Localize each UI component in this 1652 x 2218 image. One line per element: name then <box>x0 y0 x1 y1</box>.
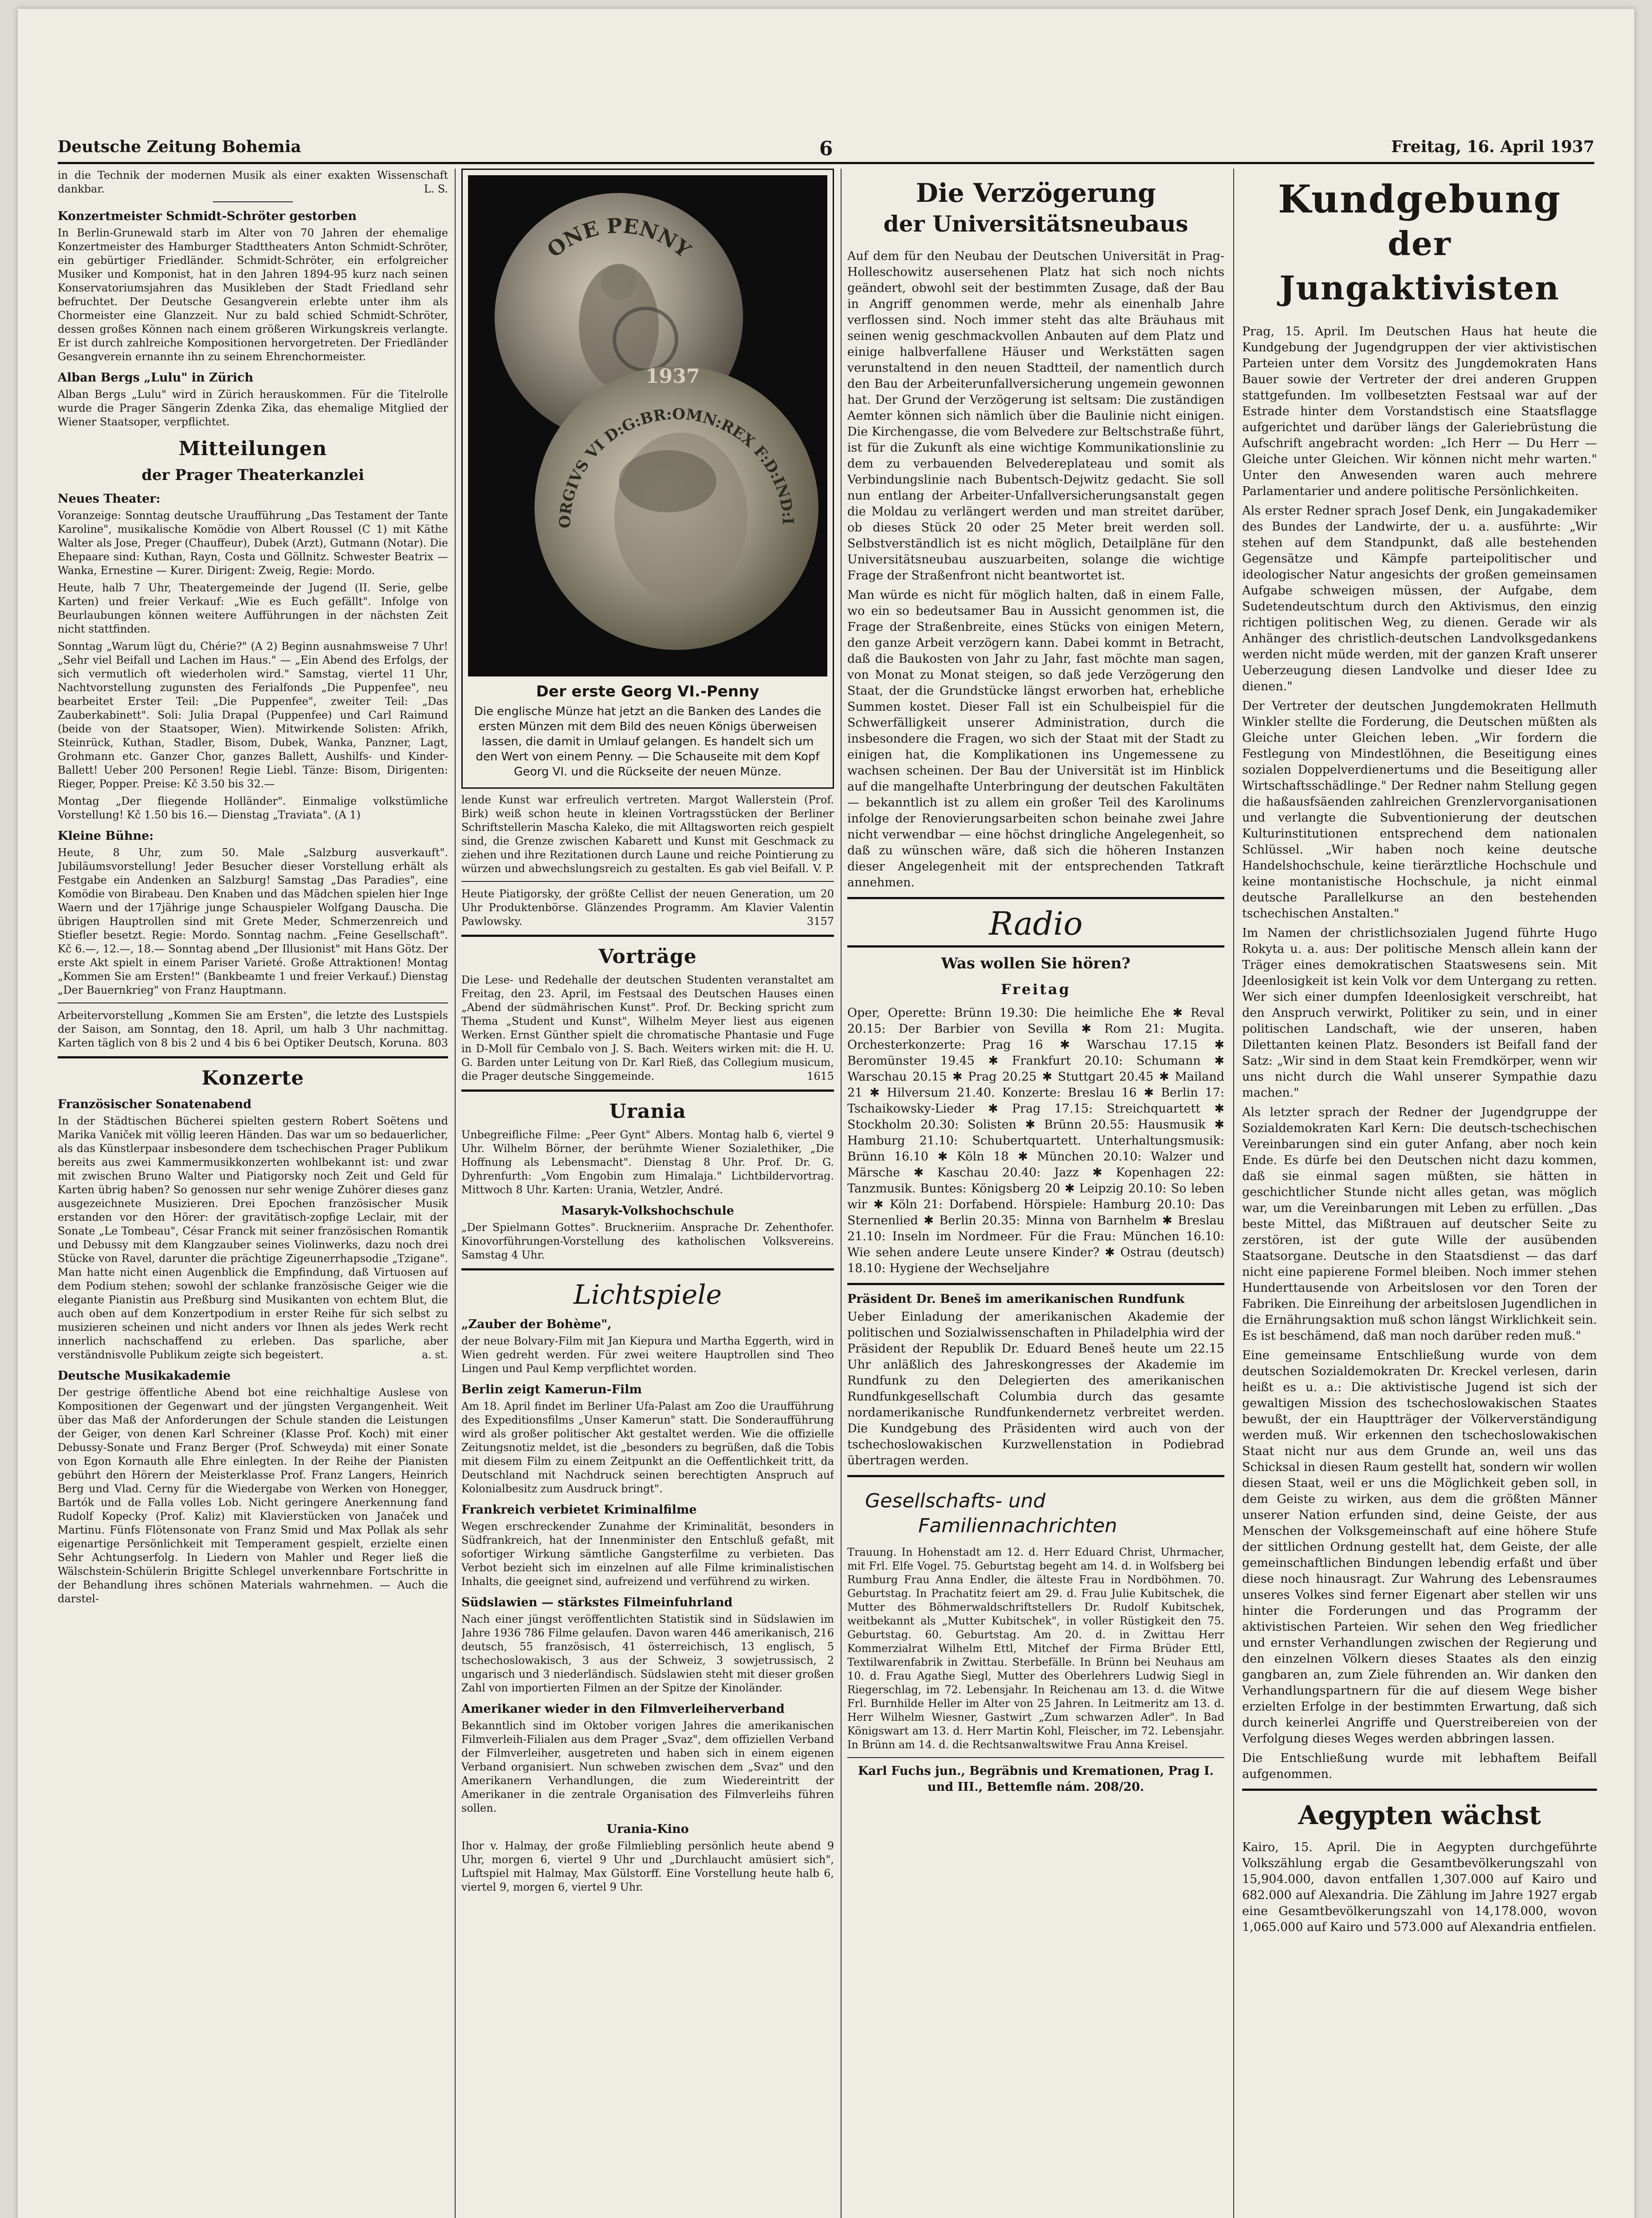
divider <box>847 897 1224 899</box>
divider <box>1242 1789 1597 1791</box>
article-text: lende Kunst war erfreulich vertreten. Margot Wallerstein (Prof. Birk) weiß schon heute in kleinen Vortragsstücken der Berliner Schriftstellerin Mascha Kaleko, die mit Alltagsworten reich gespielt sind, die Grenze zwischen Kabarett und Kunst mit Geschmack zu ziehen und ihre Rezitationen durch Laune und reiche Pointierung zu würzen und abwechslungsreich zu gestalten. Es gab viel Beifall. V. P. <box>461 794 834 875</box>
article-headline: „Zauber der Bohème", <box>461 1317 612 1331</box>
article-text: Heute, 8 Uhr, zum 50. Male „Salzburg ausverkauft". Jubiläumsvorstellung! Jeder Besucher dieser Vorstellung erhält als Festgabe ein Andenken an Salzburg! Samstag „Das Paradies", eine Komödie von Birabeau. Den Knaben und das Mädchen spielen hier Inge Waern und der 17jährige junge Schauspieler Wolfgang Dauscha. Die übrigen Hauptrollen sind mit Grete Meder, Schmerzenreich und Stiefler besetzt. Regie: Mordo. Sonntag nachm. „Feine Gesellschaft". Kč 6.—, 12.—, 18.— Sonntag abend „Der Illusionist" mit Hans Götz. Der erste Akt spielt in einem Pariser Varieté. Große Attraktionen! Montag „Kommen Sie am Ersten!" (Bankbeamte 1 und freier Verkauf.) Dienstag „Der Bauernkrieg" von Franz Hauptmann. <box>58 846 448 996</box>
article-text: Der gestrige öffentliche Abend bot eine reichhaltige Auslese von Kompositionen der Gegenwart und der jüngsten Vergangenheit. Weit über das Maß der Anforderungen der Schule standen die Leistungen der Geiger, von denen Karl Schreiner (Klasse Prof. Koch) mit einer Debussy-Sonate und Franz Berger (Prof. Schweyda) mit einer Sonate von Egon Kornauth alle Ehre einlegten. In der Reihe der Pianisten gebührt den Hörern der Meisterklasse Prof. Franz Langers, Heinrich Berg und Vlad. Cerny für die Wiedergabe von Werken von Honegger, Bartók und de Falla volles Lob. Nicht geringere Anerkennung fand Rudolf Kopecky (Prof. Kaliz) mit Klavierstücken von Janaček und Martinu. Fünfs Flötensonate von Franz Smid und Max Pollak als sehr eigenartige Persönlichkeit mit Temperament gespielt, erzielte einen Sehr Achtungserfolg. In Liedern von Mahler und Reger ließ die Wälschstein-Schülerin Brigitte Schlegel unverkennbare Fortschritte in der Behandlung ihres schönen Materials wahrnehmen. — Auch die darstel- <box>58 1386 448 1605</box>
column-1 <box>58 169 448 2218</box>
weekday-heading: Freitag <box>1001 981 1071 998</box>
coin-obverse-svg <box>535 366 818 650</box>
section-subheading: der Prager Theaterkanzlei <box>142 466 364 484</box>
column-4 <box>1242 169 1597 2218</box>
coin-photo <box>468 175 827 676</box>
divider <box>461 935 834 937</box>
article-text: Prag, 15. April. Im Deutschen Haus hat heute die Kundgebung der Jugendgruppen der vier aktivistischen Parteien unter dem Vorsitz des Jungdemokraten Hans Bauer sowie der Vertreter der drei anderen Gruppen stattgefunden. Im vollbesetzten Festsaal war auf der Estrade hinter dem Vorstandstisch eine Staatsflagge aufgerichtet und darüber längs der Galeriebrüstung die Aufschrift angebracht worden: „Ich Herr — Du Herr — Gleiche unter Gleichen. Wir können nicht mehr warten." Unter den Anwesenden waren auch mehrere Parlamentarier und andere politische Persönlichkeiten. <box>1242 325 1597 498</box>
divider <box>58 1056 448 1058</box>
article-text: Heute, halb 7 Uhr, Theatergemeinde der Jugend (II. Serie, gelbe Karten) und freier Verkauf: „Wie es Euch gefällt". Infolge von Beurlaubungen können weitere Aufführungen in der nächsten Zeit nicht stattfinden. <box>58 582 448 635</box>
article-text: Sonntag „Warum lügt du, Chérie?" (A 2) Beginn ausnahmsweise 7 Uhr! „Sehr viel Beifall und Lachen im Haus." — „Ein Abend des Erfolgs, der sich vermutlich oft wiederholen wird." Samstag, viertel 11 Uhr, Nachtvorstellung zugunsten des Ferialfonds „Die Puppenfee", neu bearbeitet Erster Teil: „Die Puppenfee", zweiter Teil: „Das Zauberkabinett". Soli: Julia Drapal (Puppenfee) und Carl Raimund (beide von der Staatsoper, Wien). Mitwirkende Solisten: Afrikh, Steinrück, Kuthan, Stadler, Bisom, Dubek, Wanka, Panzner, Lagt, Grohmann etc. Ganzer Chor, ganzes Ballett, Aushilfs- und Kinder-Ballett! Ueber 200 Personen! Regie Liebl. Tänze: Bisom, Dirigenten: Rieger, Popper. Preise: Kč 3.50 bis 32.— <box>58 640 448 790</box>
article-text: Als letzter sprach der Redner der Jugendgruppe der Sozialdemokraten Karl Kern: Die deutsch-tschechischen Vereinbarungen sind ein guter Anfang, aber noch kein Ende. Es dürfe bei den Deutschen nicht dazu kommen, daß sie einmal sagen müßten, sie hätten in geschichtlicher Stunde nicht alles getan, was möglich war, um die Vereinbarungen mit Leben zu erfüllen. „Das beste Mittel, das Mißtrauen auf deutscher Seite zu zerstören, ist der gute Wille der ausübenden Staatsorgane. Deutsche in den Staatsdienst — das darf nicht eine papierene Formel bleiben. Noch immer stehen Hunderttausende von Arbeitslosen vor den Toren der Fabriken. Die Einreihung der arbeitslosen Jugendlichen in die Ernährungsaktion muß schon längst Wirklichkeit sein. Es ist beschämend, daß man noch darüber reden muß." <box>1242 1105 1597 1343</box>
divider <box>847 1757 1224 1758</box>
divider <box>847 1283 1224 1285</box>
article-text: Arbeitervorstellung „Kommen Sie am Ersten", die letzte des Lustspiels der Saison, am Sonntag, den 18. April, um halb 3 Uhr nachmittag. Karten täglich von 8 bis 2 und 4 bis 6 bei Optiker Deutsch, Koruna. 803 <box>58 1009 448 1049</box>
article-text: Am 18. April findet im Berliner Ufa-Palast am Zoo die Uraufführung des Expeditionsfilms „Unser Kamerun" statt. Die Sonderaufführung wird als großer politischer Akt gestaltet werden. Wie die offizielle Zeitungsnotiz meldet, ist die „besonders zu begrüßen, daß die Tobis mit diesem Film zu einem Zeitpunkt an die Oeffentlichkeit tritt, da Deutschland mit Nachdruck seinen berechtigten Anspruch auf Kolonialbesitz zum Ausdruck bringt". <box>461 1400 834 1495</box>
article-text: Alban Bergs „Lulu" wird in Zürich herauskommen. Für die Titelrolle wurde die Prager Sängerin Zdenka Zika, das ehemalige Mitglied der Wiener Staatsoper, verpflichtet. <box>58 388 448 428</box>
article-text: Trauung. In Hohenstadt am 12. d. Herr Eduard Christ, Uhrmacher, mit Frl. Elfe Vogel. 75. Geburtstag begeht am 14. d. in Wolfsberg bei Rumburg Frau Anna Endler, die älteste Frau in Nordböhmen. 70. Geburtstag. In Prachatitz feiert am 29. d. Frau Julie Kubitschek, die Mutter des Böhmerwaldschriftstellers Dr. Rudolf Kubitschek, weitbekannt als „Mutter Kubitschek", in voller Rüstigkeit den 75. Geburtstag. 60. Geburtstag. Am 20. d. in Zwittau Herr Kommerzialrat Wilhelm Ettl, Mitchef der Firma Brüder Ettl, Textilwarenfabrik in Zwittau. Sterbefälle. In Brünn bei Neuhaus am 10. d. Frau Agathe Siegl, Mutter des Oberlehrers Ludwig Siegl in Riegerschlag, im 72. Lebensjahr. In Reichenau am 13. d. die Witwe Frl. Burnhilde Heller im Alter von 25 Jahren. In Leitmeritz am 13. d. Herr Wilhelm Wiesner, Gastwirt „Zum schwarzen Adler". In Bad Königswart am 13. d. Herr Martin Kohl, Fleischer, im 72. Lebensjahr. In Brünn am 14. d. die Rechtsanwaltswitwe Frau Anna Kreisel. <box>847 1546 1224 1751</box>
section-heading: Mitteilungen <box>178 437 327 460</box>
article-text: Als erster Redner sprach Josef Denk, ein Jungakademiker des Bundes der Landwirte, der u. a. ausführte: „Wir stehen auf dem Standpunkt, daß alle bestehenden Gegensätze und Kämpfe parteipolitischer und ideologischer Natur angesichts der großen gemeinsamen Aufgabe schweigen müssen, der Aufgabe, dem Sudetendeutschtum durch den Aktivismus, den einzig richtigen politischen Weg, zu dienen. Gerade wir als Anhänger des christlich-deutschen Landvolksgedankens werden nicht müde werden, mit der ganzen Kraft unserer Ueberzeugung diesen Landvolke und dieser Idee zu dienen." <box>1242 504 1597 693</box>
article-headline: Aegypten wächst <box>1298 1800 1541 1830</box>
column-3 <box>847 169 1224 2218</box>
article-text: Bekanntlich sind im Oktober vorigen Jahres die amerikanischen Filmverleih-Filialen aus dem Prager „Svaz", dem offiziellen Verband der Filmverleiher, ausgetreten und haben sich in einem eigenen Verband organisiert. Nun schweben zwischen dem „Svaz" und den Amerikanern Verhandlungen, die zum Wiedereintritt der Amerikaner in die zentrale Organisation des Filmverleihs führen sollen. <box>461 1719 834 1814</box>
article-text: Nach einer jüngst veröffentlichten Statistik sind in Südslawien im Jahre 1936 786 Filme gelaufen. Davon waren 446 amerikanisch, 216 deutsch, 55 französisch, 41 österreichisch, 13 englisch, 5 tschechoslowakisch, 3 aus der Schweiz, 3 sowjetrussisch, 2 ungarisch und 3 niederländisch. Südslawien steht mit dieser großen Zahl von importierten Filmen an der Spitze der Kinoländer. <box>461 1613 834 1694</box>
article-text: Auf dem für den Neubau der Deutschen Universität in Prag-Holleschowitz ausersehenen Platz hat sich noch nichts geändert, obwohl seit der bestimmten Zusage, daß der Bau in Angriff genommen werde, mehr als einenhalb Jahre verflossen sind. Noch immer steht das alte Bräuhaus mit seinen wenig geschmackvollen Anbauten auf dem Platz und einige halbverfallene Häuser und Werkstätten sagen verunstaltend in den neuen Stadtteil, der namentlich durch den Bau der Arbeiterunfallversicherung ungemein gewonnen hat. Der Grund der Verzögerung ist seltsam: Die zuständigen Aemter können sich nämlich über die Baulinie nicht einigen. Die Kirchengasse, die vom Belvedere zur Beltschstraße führt, ist für die Zukunft als eine wichtige Kommunikationslinie zu dem zu verbauenden Belvedereplateau und somit als Verbindungslinie nach Bubentsch-Dejwitz gedacht. Sie soll nun entlang der Arbeiter-Unfallversicherungsanstalt gegen die Moldau zu verlängert werden und man streitet darüber, ob dieses Stück 20 oder 25 Meter breit werden soll. Selbstverständlich ist es nicht möglich, Detailpläne für den Universitätsneubau auszuarbeiten, solange die wichtige Frage der Straßenfront nicht beantwortet ist. <box>847 249 1224 582</box>
article-text: Heute Piatigorsky, der größte Cellist der neuen Generation, um 20 Uhr Produktenbörse. Glänzendes Programm. Am Klavier Valentin Pawlowsky. 3157 <box>461 888 834 928</box>
section-heading: Urania <box>609 1100 686 1123</box>
coin-penny-legend: ONE PENNY <box>542 213 696 263</box>
article-text: Wegen erschreckender Zunahme der Kriminalität, besonders in Südfrankreich, hat der Innenminister den Entschluß gefaßt, mit sofortiger Wirkung sämtliche Gangsterfilme zu verbieten. Das Verbot bezieht sich im einzelnen auf alle Filme kriminalistischen Inhalts, die geeignet sind, aufreizend und verführend zu wirken. <box>461 1520 834 1588</box>
section-subheading: Was wollen Sie hören? <box>941 955 1131 972</box>
radio-program: Oper, Operette: Brünn 19.30: Die heimliche Ehe ✱ Reval 20.15: Der Barbier von Sevilla ✱ Rom 21: Mugita. Orchesterkonzerte: Prag 16 ✱ Warschau 17.15 ✱ Beromünster 19.45 ✱ Frankfurt 20.10: Schumann ✱ Warschau 20.15 ✱ Prag 20.25 ✱ Stuttgart 20.45 ✱ Mailand 21 ✱ Hilversum 21.40. Konzerte: Breslau 16 ✱ Berlin 17: Tschaikowsky-Lieder ✱ Prag 17.15: Streichquartett ✱ Stockholm 20.30: Solisten ✱ Brünn 20.55: Hausmusik ✱ Hamburg 21.10: Schubertquartett. Unterhaltungsmusik: Brünn 16.10 ✱ Köln 18 ✱ München 20.10: Walzer und Märsche ✱ Kaschau 20.40: Jazz ✱ Kopenhagen 22: Tanzmusik. Buntes: Königsberg 20 ✱ Leipzig 20.10: So leben wir ✱ Köln 21: Dorfabend. Hörspiele: Hamburg 20.10: Das Sternenlied ✱ Berlin 20.35: Minna von Barnhelm ✱ Breslau 21.10: Inseln im Nordmeer. Für die Frau: München 16.10: Wie sehen andere Leute unsere Kinder? ✱ Ostrau (deutsch) 18.10: Hygiene der Wechseljahre <box>847 1006 1224 1275</box>
theater-heading: Kleine Bühne: <box>58 829 154 843</box>
divider <box>847 1475 1224 1477</box>
article-text: In Berlin-Grunewald starb im Alter von 70 Jahren der ehemalige Konzertmeister des Hamburger Stadttheaters Anton Schmidt-Schröter, ein gebürtiger Friedländer. Schmidt-Schröter, ein erfolgreicher Musiker und Komponist, hat in den Jahren 1894-95 kurz nach seinen Konservatoriumsjahren das Musikleben der Stadt Friedland sehr befruchtet. Der Deutsche Gesangverein erlebte unter ihm als Chormeister eine Glanzzeit. Nur zu bald schied Schmidt-Schröter, dessen großes Können nach einem größeren Wirkungskreis verlangte. Er ist durch zahlreiche Kompositionen hervorgetreten. Der Friedländer Gesangverein ernannte ihn zu seinem Ehrenchormeister. <box>58 227 448 363</box>
article-text: In der Städtischen Bücherei spielten gestern Robert Soëtens und Marika Vaniček mit völlig leeren Händen. Das war um so bedauerlicher, als das Künstlerpaar insbesondere dem tschechischen Prager Publikum bereits aus zwei Kammermusikkonzerten wohlbekannt ist: und zwar mit zwischen Bruno Walter und Piatigorsky noch Zeit und Geld für Karten übrig haben? So genossen nur sehr wenige Zuhörer dieses ganz ausgezeichnete Musizieren. Drei Epochen französischer Musik erstanden vor den Hörer: der gravitätisch-zopfige Leclair, mit der Sonate „Le Tombeau", César Franck mit seiner französischen Romantik und Debussy mit dem Klangzauber seines Violinwerks, dazu noch drei Stücke von Ravel, darunter die prächtige Zigeunerrhapsodie „Tzigane". Man hatte nicht einen Augenblick die Empfindung, daß Virtuosen auf dem Podium stehen; sowohl der schlanke französische Geiger wie die elegante Pianistin aus Preßburg sind Musikanten von echtem Blut, die auch oben auf dem Konzertpodium in erster Reihe für sich selbst zu musizieren scheinen und nicht anders vor Ihnen als jedes Werk recht innerlich nachschaffend zu erleben. Das sparliche, aber verständnisvolle Publikum zeigte sich begeistert. a. st. <box>58 1115 448 1361</box>
header-rule <box>58 162 1594 164</box>
newspaper-name: Deutsche Zeitung Bohemia <box>58 138 301 156</box>
newspaper-page <box>18 9 1634 2218</box>
article-headline: der Jungaktivisten <box>1279 225 1560 307</box>
column-2 <box>461 169 834 2218</box>
article-headline: Präsident Dr. Beneš im amerikanischen Rundfunk <box>847 1292 1185 1306</box>
article-text: „Der Spielmann Gottes". Bruckneriim. Ansprache Dr. Zehenthofer. Kinovorführungen-Vorstellung des katholischen Volksvereins. Samstag 4 Uhr. <box>461 1221 834 1261</box>
article-headline: Südslawien — stärkstes Filmeinfuhrland <box>461 1596 733 1609</box>
advertisement: Karl Fuchs jun., Begräbnis und Kremationen, Prag I. und III., Bettemfle nám. 208/20. <box>858 1764 1214 1794</box>
article-headline: Masaryk-Volkshochschule <box>561 1204 734 1218</box>
column-rule <box>1233 169 1234 2218</box>
section-heading: Gesellschafts- und <box>865 1490 1046 1512</box>
article-headline: Frankreich verbietet Kriminalfilme <box>461 1503 697 1517</box>
article-text: Kairo, 15. April. Die in Aegypten durchgeführte Volkszählung ergab die Gesamtbevölkerungszahl von 15,904.000, davon entfallen 1,307.000 auf Kairo und 682.000 auf Alexandria. Die Zählung im Jahre 1927 ergab eine Gesamtbevölkerungszahl von 14,178.000, wovon 1,065.000 auf Kairo und 573.000 auf Alexandria entfielen. <box>1242 1840 1597 1934</box>
divider <box>461 881 834 882</box>
column-rule <box>455 169 456 2218</box>
svg-text:ONE PENNY <box>543 213 696 262</box>
coin-year: 1937 <box>645 366 700 388</box>
theater-heading: Neues Theater: <box>58 492 161 506</box>
section-heading: Familiennachrichten <box>918 1514 1117 1537</box>
article-headline: Die Verzögerung <box>916 178 1156 208</box>
divider <box>213 201 293 202</box>
column-rule <box>841 169 842 2218</box>
article-headline: Berlin zeigt Kamerun-Film <box>461 1383 642 1396</box>
article-text: Man würde es nicht für möglich halten, daß in einem Falle, wo ein so bedeutsamer Bau in Aussicht genommen ist, die Frage der Straßenbreite, eines Stücks von einigen Metern, den ganze Arbeit verzögern kann. Dabei kommt in Betracht, daß die Baukosten von Jahr zu Jahr, fast möchte man sagen, von Monat zu Monat steigen, so daß jede Verzögerung den Staat, der die Grundstücke längst erworben hat, erhebliche Summen kostet. Dieser Fall ist ein Schulbeispiel für die Schwerfälligkeit unserer Administration, durch die insbesondere die Fragen, wo sich der Staat mit der Stadt zu einigen hat, die Komplikationen ins Ungemessene zu wachsen scheinen. Der Bau der Universität ist im Hinblick auf die mangelhafte Unterbringung der deutschen Fakultäten — bekanntlich ist zu allem ein großer Teil des Karolinums infolge der Renovierungsarbeiten schon beinahe zwei Jahre nicht verwendbar — eine höchst dringliche Angelegenheit, so daß zu wünschen wäre, daß sich die höheren Instanzen dieser Angelegenheit mit der entsprechenden Tatkraft annehmen. <box>847 588 1224 889</box>
section-heading: Konzerte <box>201 1067 304 1089</box>
article-text: Unbegreifliche Filme: „Peer Gynt" Albers. Montag halb 6, viertel 9 Uhr. Wilhelm Börner, der berühmte Wiener Sozialethiker, „Die Hoffnung als Lebensmacht". Dienstag 8 Uhr. Prof. Dr. G. Dyhrenfurth: „Vom Engobin zum Himalaja." Lichtbildervortrag. Mittwoch 8 Uhr. Karten: Urania, Wetzler, André. <box>461 1129 834 1196</box>
article-headline: der Universitätsneubaus <box>883 211 1188 237</box>
section-heading: Lichtspiele <box>574 1279 722 1310</box>
photo-box <box>461 169 834 789</box>
article-headline: Amerikaner wieder in den Filmverleiherverband <box>461 1702 785 1716</box>
article-headline: Französischer Sonatenabend <box>58 1097 252 1111</box>
article-headline: Konzertmeister Schmidt-Schröter gestorben <box>58 209 357 223</box>
article-text: der neue Bolvary-Film mit Jan Kiepura und Martha Eggerth, wird in Wien gedreht werden. Für zwei weitere Hauptrollen sind Theo Lingen und Paul Kemp verpflichtet worden. <box>461 1335 834 1375</box>
divider <box>461 1089 834 1092</box>
article-text: Eine gemeinsame Entschließung wurde von dem deutschen Sozialdemokraten Dr. Kreckel verlesen, darin heißt es u. a.: Die aktivistische Jugend ist sich der gewaltigen Mission des tschechoslowakischen Staates bewußt, der ein Hauptträger der Völkerverständigung werden muß. Wir erkennen den tschechoslowakischen Staat nicht nur aus dem Grunde an, weil uns das Schicksal in diesen Raum gestellt hat, sondern wir wollen diesen Staat, weil er uns die Möglichkeit geben soll, in dem Geiste zu wirken, aus dem die größten Männer unserer Nation erfunden sind, deine Geiste, der aus Menschen der Volksgemeinschaft auf eine höhere Stufe der sittlichen Ordnung gestellt hat, dem Geiste, der alle gemeinschaftlichen Bindungen lebendig erfaßt und über diese noch hinausragt. Zur Wahrung des Lebensraumes unseres Volkes sind ferner Eigenart aber stellen wir uns hinter die Forderungen und das Programm der aktivistischen Parteien. Wir sehen den Weg friedlicher und ernster Verhandlungen zwischen der Regierung und den einzelnen Völkern dieses Staates als den einzig gangbaren an, zum Ziele führenden an. Wir danken den Verhandlungspartnern für die auf diesem Wege bisher erzielten Erfolge in der bestimmten Erwartung, daß sich durch keinerlei Angriffe und Querstreibereien von der Verfolgung dieses Weges werden abbringen lassen. <box>1242 1349 1597 1746</box>
section-heading: Vorträge <box>598 945 697 968</box>
article-headline: Alban Bergs „Lulu" in Zürich <box>58 371 253 385</box>
article-text: Die Entschließung wurde mit lebhaftem Beifall aufgenommen. <box>1242 1751 1597 1781</box>
article-text: Im Namen der christlichsozialen Jugend führte Hugo Rokyta u. a. aus: Der politische Mensch allein kann der Träger eines demokratischen Staatswesens sein. Mit Jdeenlosigkeit ist kein Volk vor dem Untergang zu retten. Wer sich einer dumpfen Ideenlosigkeit verschreibt, hat den Anspruch verwirkt, Politiker zu sein, und in einer politischen Landschaft, wie der unseren, haben Dilettanten keinen Platz. Besonders ist Beifall fand der Satz: „Wir sind in dem Staat kein Fremdkörper, wenn wir uns nicht durch die Wahl unserer Sympathie dazu machen." <box>1242 926 1597 1100</box>
article-headline: Deutsche Musikakademie <box>58 1369 231 1383</box>
coin-obverse-image <box>535 366 818 650</box>
divider <box>461 1268 834 1270</box>
article-text: Der Vertreter der deutschen Jungdemokraten Hellmuth Winkler stellte die Forderung, die Deutschen müßten als Gleiche unter Gleichen leben. „Wir fordern die Festlegung von Mindestlöhnen, die Beseitigung eines sozialen Doppelverdienertums und die Beseitigung aller Wirtschaftsschädlinge." Der Redner nahm Stellung gegen die haßausfsäenden zahlreichen Grenzlervorganisationen und verlangte die Subventionierung der deutschen Kulturinstitutionen entsprechend dem nationalen Schlüssel. „Wir haben noch keine deutsche Handelshochschule, keine tierärztliche Hochschule und keine montanistische Hochschule, ja nicht einmal deutsche Parallelkurse an den bestehenden tschechischen Anstalten." <box>1242 699 1597 920</box>
issue-date: Freitag, 16. April 1937 <box>1391 138 1594 156</box>
section-heading: Radio <box>989 905 1083 942</box>
article-headline: Urania-Kino <box>606 1822 689 1836</box>
running-header <box>58 138 1594 164</box>
article-headline: Kundgebung <box>1278 177 1562 222</box>
article-text: Montag „Der fliegende Holländer". Einmalige volkstümliche Vorstellung! Kč 1.50 bis 16.— Dienstag „Traviata". (A 1) <box>58 795 448 821</box>
article-text: Ueber Einladung der amerikanischen Akademie der politischen und Sozialwissenschaften in Philadelphia wird der Präsident der Republik Dr. Eduard Beneš heute um 22.15 Uhr anläßlich des Jahreskongresses der Akademie im Rundfunk zu den Delegierten des amerikanischen Rundfunkgesellschaft Columbia durch das gesamte nordamerikanische Rundfunkendernetz verbreitet werden. Die Kundgebung des Präsidenten wird auch von der tschechoslowakischen Kurzwellenstation in Podiebrad übertragen werden. <box>847 1310 1224 1467</box>
article-text: Voranzeige: Sonntag deutsche Uraufführung „Das Testament der Tante Karoline", musikalische Komödie von Albert Roussel (C 1) mit Käthe Walter als Jose, Preger (Chauffeur), Dubek (Arzt), Gutmann (Notar). Die Ehepaare sind: Kuthan, Rayn, Costa und Göllnitz. Schwester Beatrix — Wanka, Ernestine — Kurer. Dirigent: Zweig, Regie: Mordo. <box>58 509 448 577</box>
article-text: Ihor v. Halmay, der große Filmliebling persönlich heute abend 9 Uhr, morgen 6, viertel 9 Uhr und „Durchlaucht amüsiert sich", Luftspiel mit Halmay, Max Gülstorff. Eine Vorstellung heute halb 6, viertel 9, morgen 6, viertel 9 Uhr. <box>461 1840 834 1893</box>
divider <box>847 945 1224 948</box>
page-number: 6 <box>819 138 833 160</box>
photo-caption-title: Der erste Georg VI.-Penny <box>536 683 759 700</box>
article-text: in die Technik der modernen Musik als einer exakten Wissenschaft dankbar. L. S. <box>58 169 448 195</box>
article-text: Die Lese- und Redehalle der deutschen Studenten veranstaltet am Freitag, den 23. April, im Festsaal des Deutschen Hauses einen „Abend der südmährischen Kunst". Prof. Dr. Becking spricht zum Thema „Student und Kunst", Wilhelm Meyer liest aus eigenen Werken. Ernst Günther spielt die chromatische Phantasie und Fuge in D-Moll für Cembalo von J. S. Bach. Weiters wirken mit: die H. U. G. Barden unter Leitung von Dr. Karl Rieß, das Collegium musicum, die Prager deutsche Singgemeinde. 1615 <box>461 974 834 1082</box>
coin-king-legend: ORGIVS VI D:G:BR:OMN:REX F:D:IND:I <box>556 405 797 529</box>
photo-caption: Die englische Münze hat jetzt an die Banken des Landes die ersten Münzen mit dem Bild des neuen Königs überweisen lassen, die damit in Umlauf gelangen. Es handelt sich um den Wert von einem Penny. — Die Schauseite mit dem Kopf Georg VI. und die Rückseite der neuen Münze. <box>474 705 822 779</box>
